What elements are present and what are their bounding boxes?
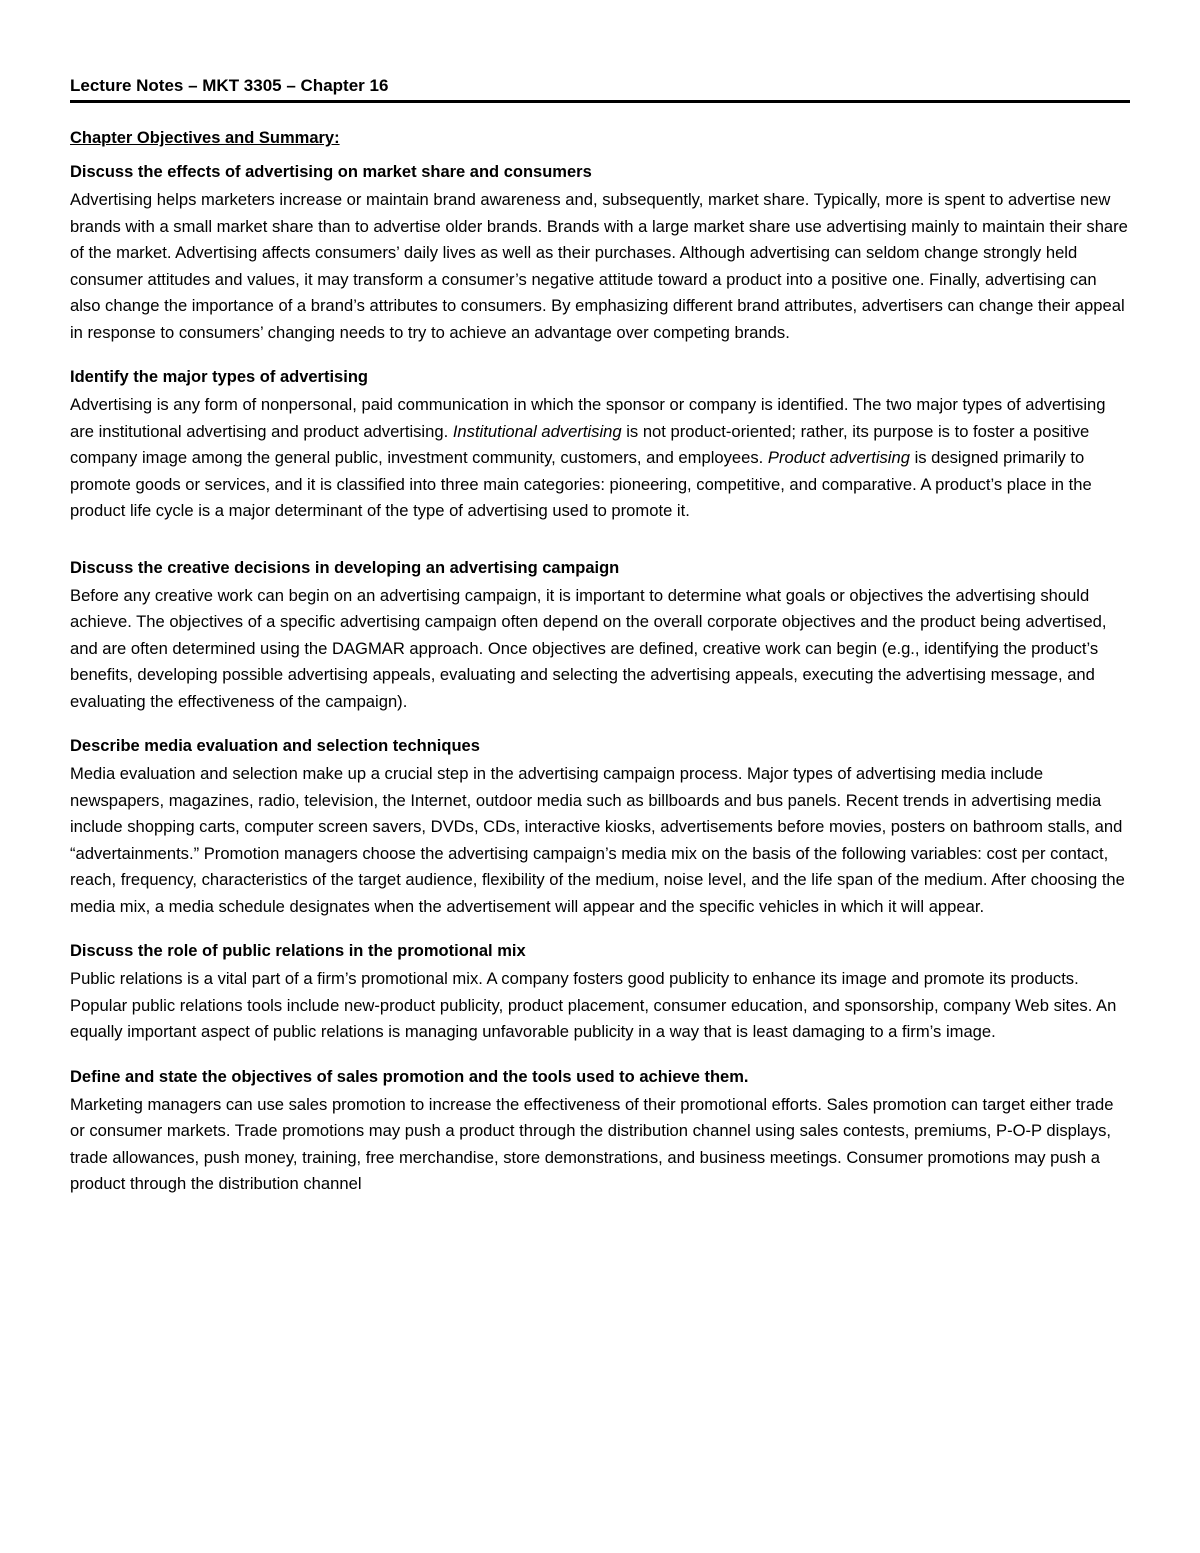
body-text: Advertising is any form of nonpersonal, paid communication in which the sponsor or company is identified. The two major types of advertising are institutional advertising and product advertising.	[70, 395, 1106, 441]
section-heading: Discuss the creative decisions in developing an advertising campaign	[70, 558, 620, 577]
section-advertising-effects	[70, 159, 1130, 346]
section-public-relations	[70, 938, 1130, 1046]
body-text: is not product-oriented; rather, its purpose is to foster a positive company image among the general public, investment community, customers, and employees.	[70, 421, 1090, 467]
section-heading: Identify the major types of advertising	[70, 368, 368, 386]
section-creative-decisions	[70, 555, 1130, 716]
section-body: Before any creative work can begin on an advertising campaign, it is important to determine what goals or objectives the advertising should achieve. The objectives of a specific advertising campaign often depend on the overall corporate objectives and the product being advertised, and are often determined using the DAGMAR approach. Once objectives are defined, creative work can begin (e.g., identifying the product’s benefits, developing possible advertising appeals, evaluating and selecting the advertising appeals, executing the advertising message, and evaluating the effectiveness of the campaign).	[70, 585, 1107, 711]
term-product-advertising: Product advertising	[767, 448, 910, 467]
section-advertising-types	[70, 364, 1130, 525]
section-body: Media evaluation and selection make up a crucial step in the advertising campaign process. Major types of advertising media include newspapers, magazines, radio, television, the Internet, outdoor media such as billboards and bus panels. Recent trends in advertising media include shopping carts, computer screen savers, DVDs, CDs, interactive kiosks, advertisements before movies, posters on bathroom stalls, and “advertainments.” Promotion managers choose the advertising campaign’s media mix on the basis of the following variables: cost per contact, reach, frequency, characteristics of the target audience, flexibility of the medium, noise level, and the life span of the medium. After choosing the media mix, a media schedule designates when the advertisement will appear and the specific vehicles in which it will appear.	[70, 764, 1125, 916]
section-body: Public relations is a vital part of a firm’s promotional mix. A company fosters good publicity to enhance its image and promote its products. Popular public relations tools include new-product publicity, product placement, consumer education, and sponsorship, company Web sites. An equally important aspect of public relations is managing unfavorable publicity in a way that is least damaging to a firm’s image.	[70, 969, 1117, 1041]
section-media-evaluation	[70, 733, 1130, 920]
section-heading: Discuss the role of public relations in the promotional mix	[70, 942, 526, 960]
section-heading: Discuss the effects of advertising on market share and consumers	[70, 163, 592, 181]
document-page	[70, 74, 1130, 1216]
section-body: Advertising helps marketers increase or maintain brand awareness and, subsequently, market share. Typically, more is spent to advertise new brands with a small market share than to advertise older brands. Brands with a large market share use advertising mainly to maintain their share of the market. Advertising affects consumers’ daily lives as well as their purchases. Although advertising can seldom change strongly held consumer attitudes and values, it may transform a consumer’s negative attitude toward a product into a positive one. Finally, advertising can also change the importance of a brand’s attributes to consumers. By emphasizing different brand attributes, advertisers can change their appeal in response to consumers’ changing needs to try to achieve an advantage over competing brands.	[70, 190, 1128, 342]
page-header: Lecture Notes – MKT 3305 – Chapter 16	[70, 74, 1130, 103]
section-heading: Define and state the objectives of sales promotion and the tools used to achieve them.	[70, 1067, 749, 1086]
section-body	[70, 392, 1130, 525]
body-text: is designed primarily to promote goods or services, and it is classified into three main categories: pioneering, competitive, and comparative. A product’s place in the product life cycle is a major determinant of the type of advertising used to promote it.	[70, 448, 1092, 520]
section-body: Marketing managers can use sales promotion to increase the effectiveness of their promotional efforts. Sales promotion can target either trade or consumer markets. Trade promotions may push a product through the distribution channel using sales contests, premiums, P-O-P displays, trade allowances, push money, training, free merchandise, store demonstrations, and business meetings. Consumer promotions may push a product through the distribution channel	[70, 1094, 1114, 1193]
term-institutional-advertising: Institutional advertising	[452, 421, 622, 441]
section-heading: Describe media evaluation and selection techniques	[70, 737, 480, 755]
section-sales-promotion	[70, 1064, 1130, 1198]
summary-title: Chapter Objectives and Summary:	[70, 129, 340, 147]
